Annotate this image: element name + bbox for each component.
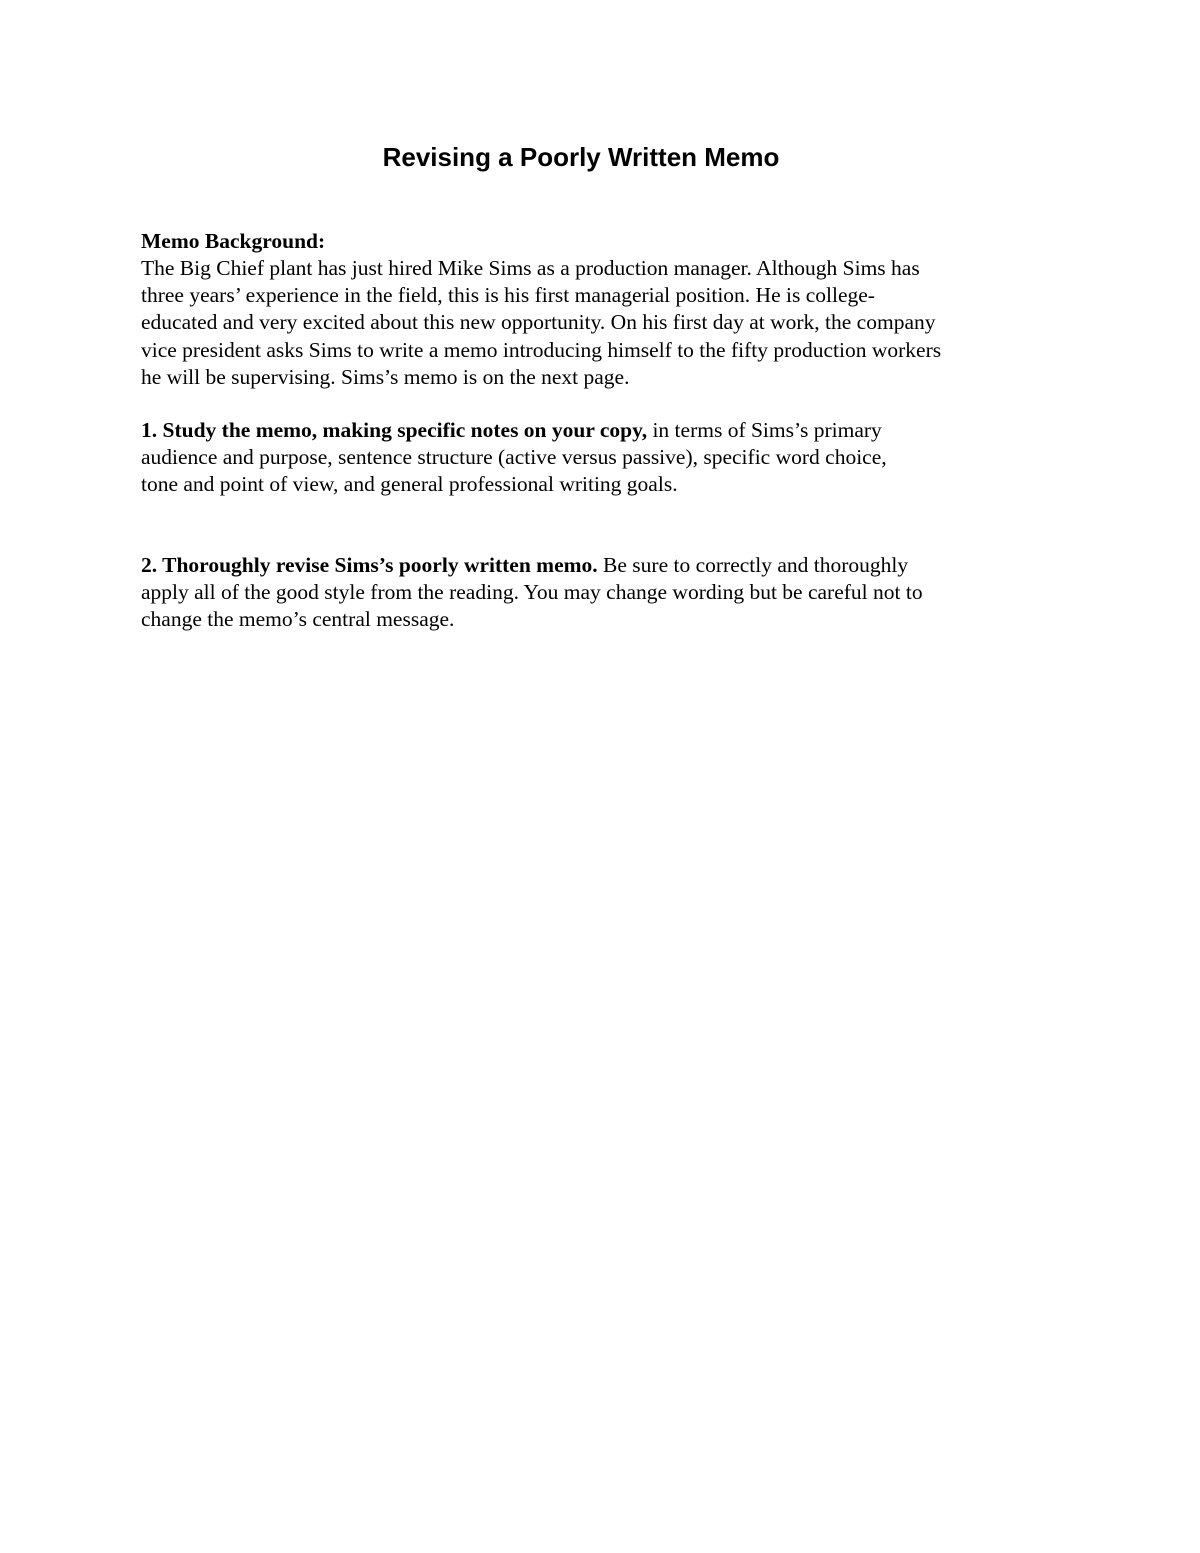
step-2-line: apply all of the good style from the reading. You may change wording but be careful not to bbox=[141, 580, 923, 605]
step-1-first-line-rest: in terms of Sims’s primary bbox=[647, 418, 882, 442]
step-2-instruction bbox=[141, 552, 1041, 634]
step-2-bold-lead: 2. Thoroughly revise Sims’s poorly written memo. bbox=[141, 553, 598, 577]
step-1-instruction bbox=[141, 417, 1041, 499]
background-paragraph bbox=[141, 255, 1041, 391]
step-1-first-line bbox=[141, 417, 1041, 444]
background-line: educated and very excited about this new opportunity. On his first day at work, the company bbox=[141, 310, 936, 335]
background-line: he will be supervising. Sims’s memo is on the next page. bbox=[141, 364, 630, 389]
step-2-line: change the memo’s central message. bbox=[141, 607, 455, 632]
step-2-first-line bbox=[141, 552, 1041, 579]
background-line: three years’ experience in the field, this is his first managerial position. He is college- bbox=[141, 283, 875, 308]
background-line: vice president asks Sims to write a memo introducing himself to the fifty production workers bbox=[141, 337, 942, 362]
background-line: The Big Chief plant has just hired Mike Sims as a production manager. Although Sims has bbox=[141, 256, 920, 280]
step-1-line: tone and point of view, and general professional writing goals. bbox=[141, 472, 678, 497]
page-title: Revising a Poorly Written Memo bbox=[382, 142, 780, 172]
background-heading: Memo Background: bbox=[141, 229, 326, 253]
step-2-first-line-rest: Be sure to correctly and thoroughly bbox=[597, 553, 909, 577]
step-1-bold-lead: 1. Study the memo, making specific notes on your copy, bbox=[141, 418, 648, 442]
step-1-line: audience and purpose, sentence structure (active versus passive), specific word choice, bbox=[141, 445, 887, 470]
